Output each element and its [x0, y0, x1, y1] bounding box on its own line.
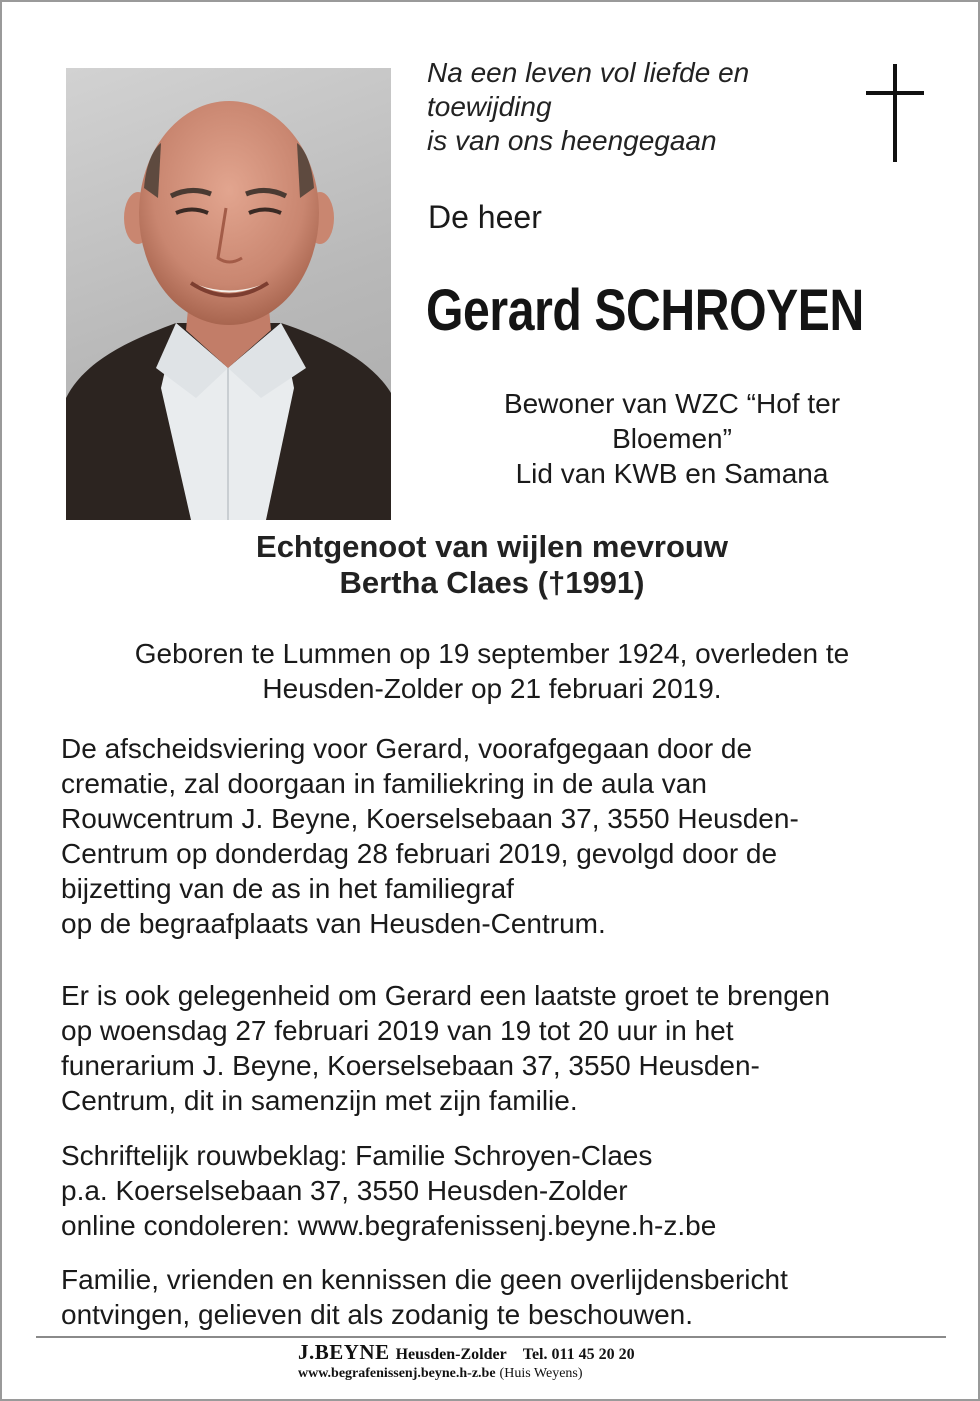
farewell-line: Er is ook gelegenheid om Gerard een laatste groet te brengen	[61, 980, 830, 1011]
notice-line: ontvingen, gelieven dit als zodanig te beschouwen.	[61, 1299, 693, 1330]
intro-line: toewijding	[427, 91, 552, 122]
intro-line: Na een leven vol liefde en	[427, 57, 750, 88]
farewell-line: funerarium J. Beyne, Koerselsebaan 37, 3550 Heusden-	[61, 1050, 760, 1081]
footer-divider	[36, 1336, 946, 1338]
residence-line: Bewoner van WZC “Hof ter	[503, 388, 841, 419]
intro-text	[427, 56, 847, 158]
spouse-info	[62, 529, 922, 601]
ceremony-paragraph	[61, 731, 931, 941]
farewell-paragraph	[61, 978, 931, 1118]
birth-line: Heusden-Zolder op 21 februari 2019.	[262, 673, 722, 704]
condolence-line: p.a. Koerselsebaan 37, 3550 Heusden-Zolder	[61, 1175, 628, 1206]
birth-line: Geboren te Lummen op 19 september 1924, overleden te	[134, 638, 850, 669]
funeral-home-note: (Huis Weyens)	[499, 1366, 583, 1381]
notice-line: Familie, vrienden en kennissen die geen overlijdensbericht	[61, 1264, 788, 1295]
farewell-line: Centrum, dit in samenzijn met zijn familie.	[61, 1085, 578, 1116]
intro-line: is van ons heengegaan	[427, 125, 717, 156]
ceremony-line: crematie, zal doorgaan in familiekring in de aula van	[61, 768, 707, 799]
ceremony-line: bijzetting van de as in het familiegraf	[61, 873, 514, 904]
funeral-home-website: www.begrafenissenj.beyne.h-z.be	[298, 1366, 496, 1381]
deceased-name: Gerard SCHROYEN	[426, 278, 864, 343]
funeral-home-brand: J.BEYNE	[298, 1340, 390, 1364]
honorific: De heer	[428, 199, 542, 235]
birth-death-info	[62, 636, 922, 706]
farewell-line: op woensdag 27 februari 2019 van 19 tot 20 uur in het	[61, 1015, 734, 1046]
ceremony-line: Rouwcentrum J. Beyne, Koerselsebaan 37, 3550 Heusden-	[61, 803, 799, 834]
ceremony-line: op de begraafplaats van Heusden-Centrum.	[61, 908, 606, 939]
latin-cross-icon	[866, 64, 924, 162]
funeral-home-footer	[298, 1341, 718, 1382]
funeral-home-location: Heusden-Zolder	[395, 1346, 507, 1363]
residence-line: Bloemen”	[612, 423, 732, 454]
footer-line-1	[298, 1341, 718, 1366]
ceremony-line: De afscheidsviering voor Gerard, voorafgegaan door de	[61, 733, 753, 764]
spouse-line: Echtgenoot van wijlen mevrouw	[256, 529, 728, 564]
footer-line-2	[298, 1366, 718, 1382]
condolence-line: Schriftelijk rouwbeklag: Familie Schroyen-Claes	[61, 1140, 653, 1171]
spouse-line: Bertha Claes (†1991)	[339, 565, 645, 600]
condolence-link: online condoleren: www.begrafenissenj.beyne.h-z.be	[61, 1210, 717, 1241]
residence-info	[442, 386, 902, 491]
condolence-paragraph	[61, 1138, 931, 1243]
notice-paragraph	[61, 1262, 931, 1332]
ceremony-line: Centrum op donderdag 28 februari 2019, gevolgd door de	[61, 838, 778, 869]
portrait-photo	[66, 68, 391, 520]
funeral-home-phone: Tel. 011 45 20 20	[522, 1346, 635, 1363]
residence-line: Lid van KWB en Samana	[515, 458, 829, 489]
